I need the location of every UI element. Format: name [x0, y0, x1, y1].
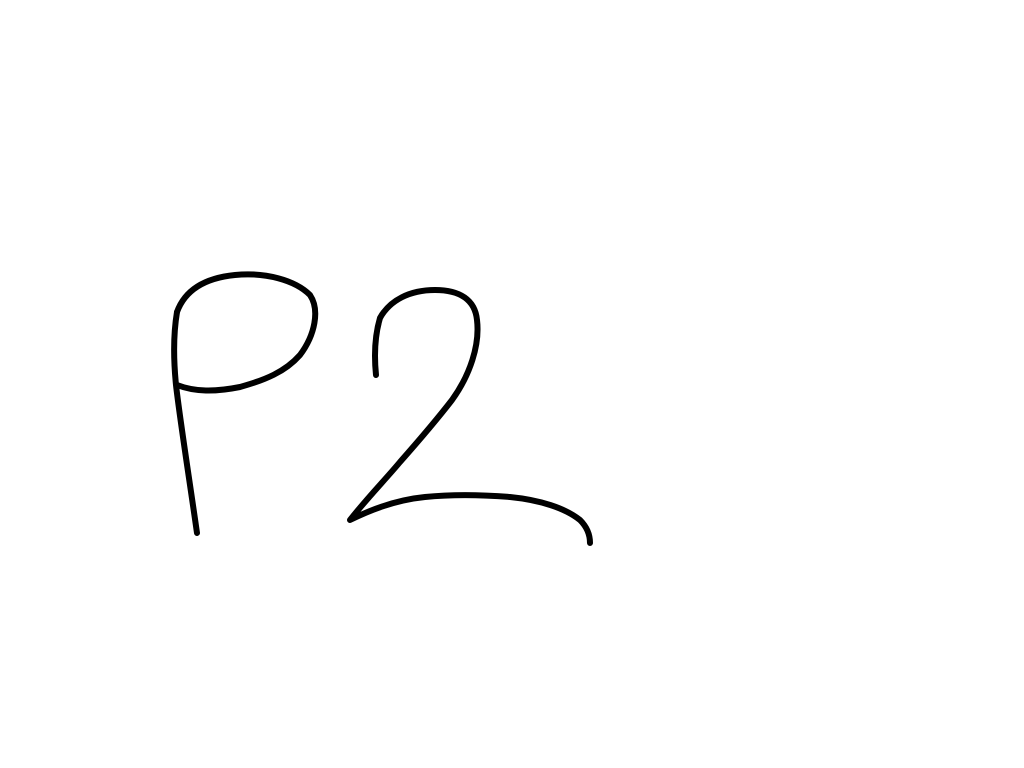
letter-p-bowl	[177, 274, 315, 390]
digit-2-stroke	[350, 290, 590, 543]
letter-p-stem	[174, 312, 197, 533]
handwritten-letter-p	[174, 274, 315, 533]
handwritten-digit-2	[350, 290, 590, 543]
